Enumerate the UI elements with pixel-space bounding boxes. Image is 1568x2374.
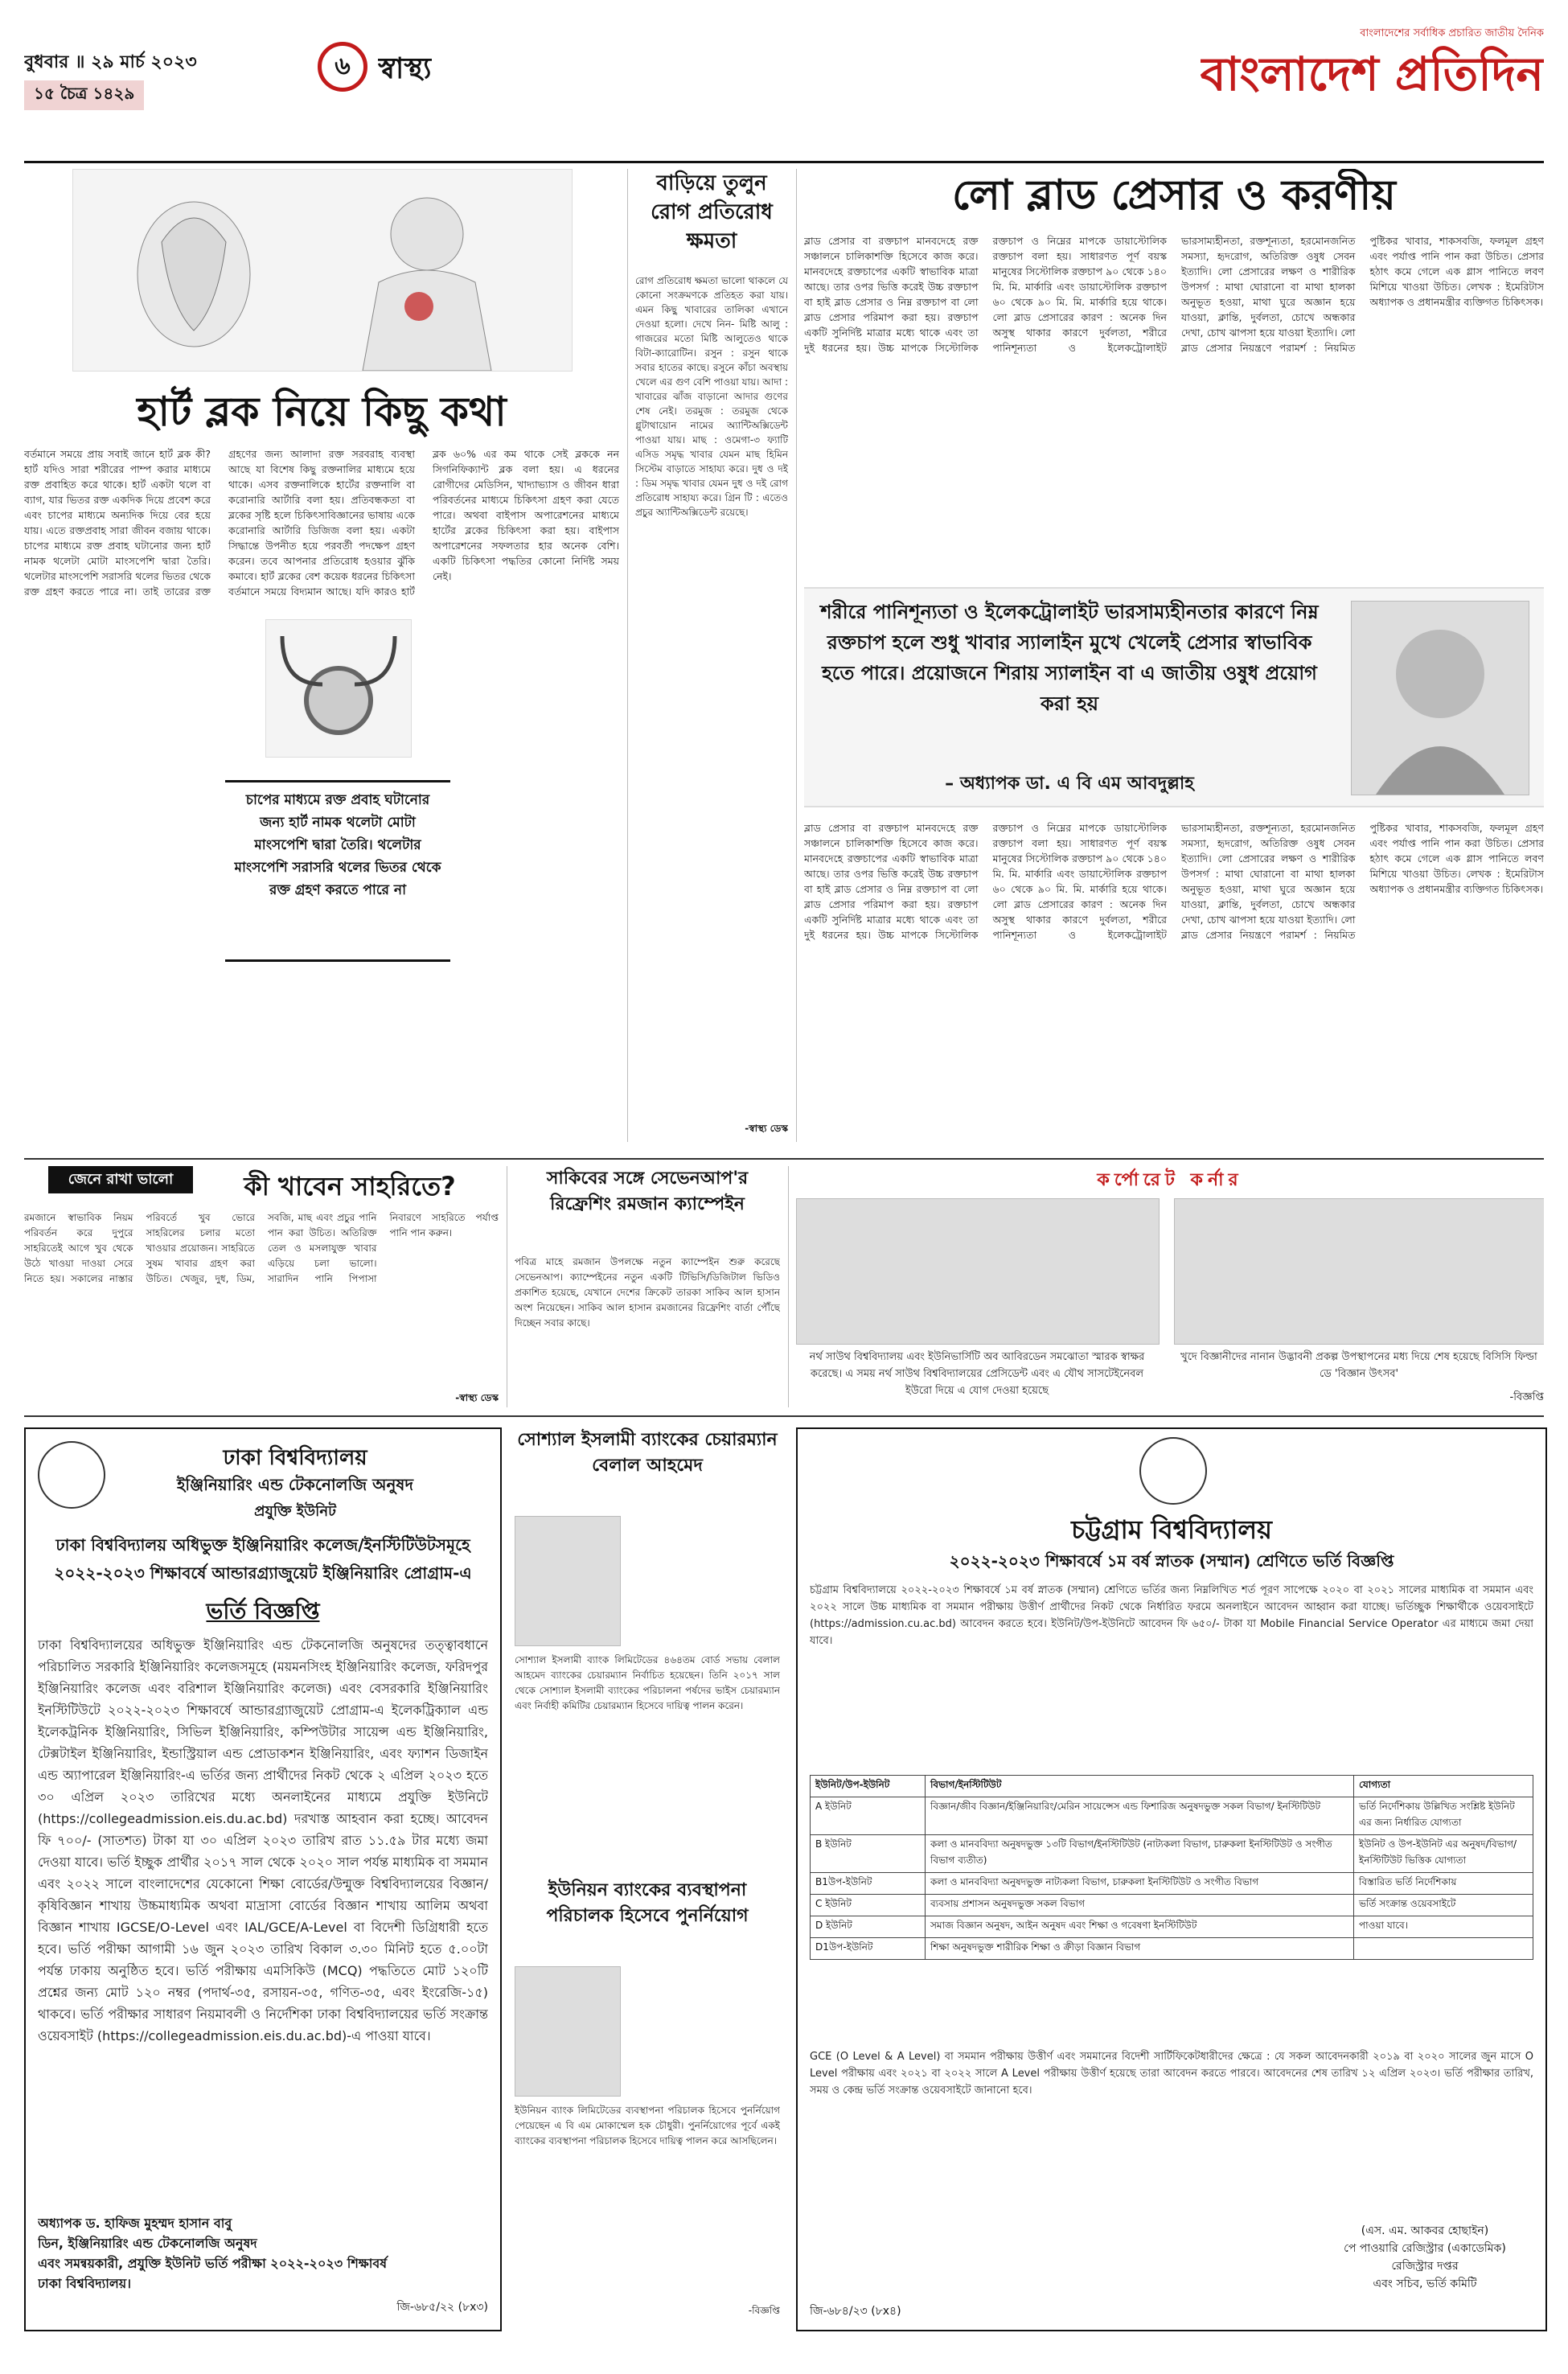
column-rule <box>627 169 628 1142</box>
section-divider <box>24 1415 1544 1417</box>
cu-signer-4: এবং সচিব, ভর্তি কমিটি <box>1373 2277 1477 2290</box>
bp-body-bottom: ব্লাড প্রেসার বা রক্তচাপ মানবদেহে রক্ত সঞ্চালনে চালিকাশক্তি হিসেবে কাজ করে। মানবদেহে রক্তচাপের একটি স্বাভাবিক মাত্রা আছে। তার ওপর ভিত্তি করেই উচ্চ রক্তচাপ বা হাই ব্লাড প্রেসার ও নিম্ন রক্তচাপ বা লো ব্লাড প্রেসার পরিমাপ করা হয়। রক্তচাপ একটি সুনির্দিষ্ট মাত্রার মধ্যে থাকে এবং তা দুই ধরনের হয়। উচ্চ মাপকে সিস্টোলিক রক্তচাপ ও নিম্নের মাপকে ডায়াস্টোলিক রক্তচাপ বলা হয়। সাধারণত পূর্ণ বয়স্ক মানুষের সিস্টোলিক রক্তচাপ ৯০ থেকে ১৪০ মি. মি. মার্কারি এবং ডায়াস্টোলিক রক্তচাপ ৬০ থেকে ৯০ মি. মি. মার্কারি হয়ে থাকে। লো ব্লাড প্রেসারের কারণ : অনেক দিন অসুস্থ থাকার কারণে দুর্বলতা, শরীরে পানিশূন্যতা ও ইলেকট্রোলাইট ভারসাম্যহীনতা, রক্তশূন্যতা, হরমোনজনিত সমস্যা, হৃদরোগ, অতিরিক্ত ওষুধ সেবন ইত্যাদি। লো প্রেসারের লক্ষণ ও শারীরিক উপসর্গ : মাথা ঘোরানো বা মাথা হালকা অনুভূত হওয়া, মাথা ঘুরে অজ্ঞান হয়ে যাওয়া, ক্লান্তি, দুর্বলতা, চোখে অন্ধকার দেখা, চোখ ঝাপসা হয়ে যাওয়া ইত্যাদি। লো ব্লাড প্রেসার নিয়ন্ত্রণে পরামর্শ : নিয়মিত পুষ্টিকর খাবার, শাকসবজি, ফলমূল গ্রহণ এবং পর্যাপ্ত পানি পান করা উচিত। প্রেসার হঠাৎ কমে গেলে এক গ্লাস পানিতে লবণ মিশিয়ে খাওয়া উচিত। লেখক : ইমেরিটাস অধ্যাপক ও প্রধানমন্ত্রীর ব্যক্তিগত চিকিৎসক। <box>804 822 1544 941</box>
du-admission-ad <box>24 1427 502 2331</box>
bank2-headline: ইউনিয়ন ব্যাংকের ব্যবস্থাপনা পরিচালক হিসেবে পুনর্নিয়োগ <box>546 1880 749 1926</box>
cu-signer-2: পে পাওয়ারি রেজিস্ট্রার (একাডেমিক) <box>1344 2242 1506 2255</box>
th-unit: ইউনিট/উপ-ইউনিট <box>811 1776 926 1797</box>
corporate-caption-2-byline: -বিজ্ঞপ্তি <box>1509 1391 1544 1403</box>
heart-illustration <box>72 169 573 372</box>
table-row <box>811 1916 1533 1938</box>
brand-tagline: বাংলাদেশের সর্বাধিক প্রচারিত জাতীয় দৈনিক <box>1360 27 1544 39</box>
ramadan-headline: সাকিবের সঙ্গে সেভেনআপ'র রিফ্রেশিং রমজান ক্যাম্পেইন <box>546 1169 749 1214</box>
bp-body-top: ব্লাড প্রেসার বা রক্তচাপ মানবদেহে রক্ত সঞ্চালনে চালিকাশক্তি হিসেবে কাজ করে। মানবদেহে রক্তচাপের একটি স্বাভাবিক মাত্রা আছে। তার ওপর ভিত্তি করেই উচ্চ রক্তচাপ বা হাই ব্লাড প্রেসার ও নিম্ন রক্তচাপ বা লো ব্লাড প্রেসার পরিমাপ করা হয়। রক্তচাপ একটি সুনির্দিষ্ট মাত্রার মধ্যে থাকে এবং তা দুই ধরনের হয়। উচ্চ মাপকে সিস্টোলিক রক্তচাপ ও নিম্নের মাপকে ডায়াস্টোলিক রক্তচাপ বলা হয়। সাধারণত পূর্ণ বয়স্ক মানুষের সিস্টোলিক রক্তচাপ ৯০ থেকে ১৪০ মি. মি. মার্কারি এবং ডায়াস্টোলিক রক্তচাপ ৬০ থেকে ৯০ মি. মি. মার্কারি হয়ে থাকে। লো ব্লাড প্রেসারের কারণ : অনেক দিন অসুস্থ থাকার কারণে দুর্বলতা, শরীরে পানিশূন্যতা ও ইলেকট্রোলাইট ভারসাম্যহীনতা, রক্তশূন্যতা, হরমোনজনিত সমস্যা, হৃদরোগ, অতিরিক্ত ওষুধ সেবন ইত্যাদি। লো প্রেসারের লক্ষণ ও শারীরিক উপসর্গ : মাথা ঘোরানো বা মাথা হালকা অনুভূত হওয়া, মাথা ঘুরে অজ্ঞান হয়ে যাওয়া, ক্লান্তি, দুর্বলতা, চোখে অন্ধকার দেখা, চোখ ঝাপসা হয়ে যাওয়া ইত্যাদি। লো ব্লাড প্রেসার নিয়ন্ত্রণে পরামর্শ : নিয়মিত পুষ্টিকর খাবার, শাকসবজি, ফলমূল গ্রহণ এবং পর্যাপ্ত পানি পান করা উচিত। প্রেসার হঠাৎ কমে গেলে এক গ্লাস পানিতে লবণ মিশিয়ে খাওয়া উচিত। লেখক : ইমেরিটাস অধ্যাপক ও প্রধানমন্ত্রীর ব্যক্তিগত চিকিৎসক। <box>804 235 1544 354</box>
ramadan-body: পবিত্র মাহে রমজান উপলক্ষে নতুন ক্যাম্পেইন শুরু করেছে সেভেনআপ। ক্যাম্পেইনের নতুন একটি টিভিসি/ডিজিটাল ভিডিও প্রকাশিত হয়েছে, যেখানে দেশের ক্রিকেট তারকা সাকিব আল হাসান অংশ নিয়েছেন। সাকিব আল হাসান রমজানের রিফ্রেশিং বার্তা পৌঁছে দিচ্ছেন সবার কাছে। <box>515 1256 780 1329</box>
know-headline: কী খাবেন সাহরিতে? <box>244 1171 456 1201</box>
du-univ: ঢাকা বিশ্ববিদ্যালয় <box>223 1446 367 1470</box>
corporate-caption-1: নর্থ সাউথ বিশ্ববিদ্যালয় এবং ইউনিভার্সিটি অব আবিরডেন সমঝোতা স্মারক স্বাক্ষর করেছে। এ সময় নর্থ সাউথ বিশ্ববিদ্যালয়ের প্রেসিডেন্ট এবং এ যৌথ সাসটেইনেবল ইউরো দিয়ে এ যোগ দেওয়া হয়েছে <box>809 1351 1145 1397</box>
cu-signer-3: রেজিস্ট্রার দপ্তর <box>1391 2260 1459 2273</box>
cu-univ: চট্টগ্রাম বিশ্ববিদ্যালয় <box>1071 1514 1272 1545</box>
du-signer-1: অধ্যাপক ড. হাফিজ মুহম্মদ হাসান বাবু <box>38 2216 232 2231</box>
corporate-caption-2: খুদে বিজ্ঞানীদের নানান উদ্ভাবনী প্রকল্প উপস্থাপনের মধ্য দিয়ে শেষ হয়েছে বিসিসি ফিল্ডা ডে 'বিজ্ঞান উৎসব' <box>1180 1351 1537 1380</box>
du-signer-4: ঢাকা বিশ্ববিদ্যালয়। <box>38 2276 131 2291</box>
know-body: রমজানে স্বাভাবিক নিয়ম পরিবর্তন করে দুপুরে সাহরিতেই আগে খুব থেকে উঠে খাওয়া দাওয়া সেরে নিতে হয়। সকালের নাস্তার পরিবর্তে খুব ভোরে সাহরিলের চলার মতো খাওয়ার প্রয়োজন। সাহরিতে সুষম খাবার গ্রহণ করা উচিত। খেজুর, দুধ, ডিম, সবজি, মাছ এবং প্রচুর পানি পান করা উচিত। অতিরিক্ত তেল ও মসলাযুক্ত খাবার এড়িয়ে চলা ভালো। সারাদিন পানি পিপাসা নিবারণে সাহরিতে পর্যাপ্ত পানি পান করুন। <box>24 1212 499 1284</box>
bank1-body: সোশ্যাল ইসলামী ব্যাংক লিমিটেডের ৪৬৪তম বোর্ড সভায় বেলাল আহমেদ ব্যাংকের চেয়ারম্যান নির্বাচিত হয়েছেন। তিনি ২০১৭ সাল থেকে সোশ্যাল ইসলামী ব্যাংকের পরিচালনা পর্ষদের ভাইস চেয়ারম্যান এবং নির্বাহী কমিটির চেয়ারম্যান হিসেবে দায়িত্ব পালন করেন। <box>515 1654 780 1711</box>
immunity-headline: বাড়িয়ে তুলুন রোগ প্রতিরোধ ক্ষমতা <box>651 171 773 253</box>
cu-intro: চট্টগ্রাম বিশ্ববিদ্যালয়ে ২০২২-২০২৩ শিক্ষাবর্ষে ১ম বর্ষ স্নাতক (সম্মান) শ্রেণিতে ভর্তির জন্য নিম্নলিখিত শর্ত পূরণ সাপেক্ষে ২০২০ বা ২০২১ সালের মাধ্যমিক বা সমমান এবং ২০২২ সালে উচ্চ মাধ্যমিক বা সমমান পরীক্ষায় উত্তীর্ণ প্রার্থীদের নিকট থেকে নির্ধারিত ফরমে অনলাইনে আবেদন আহ্বান করা যাচ্ছে। ভর্তিচ্ছুক শিক্ষার্থীকে ওয়েবসাইটে (https://admission.cu.ac.bd) আবেদন করতে হবে। ইউনিট/উপ-ইউনিটে আবেদন ফি ৬৫০/- টাকা যা Mobile Financial Service Operator এর মাধ্যমে জমা দেয়া যাবে। <box>810 1584 1533 1647</box>
bp-headline: লো ব্লাড প্রেসার ও করণীয় <box>952 171 1396 220</box>
table-row <box>811 1835 1533 1873</box>
cu-signer-1: (এস. এম. আকবর হোছাইন) <box>1361 2224 1489 2237</box>
row-unit: A ইউনিট <box>811 1797 926 1835</box>
corporate-label: কর্পোরেট কর্নার <box>1097 1170 1243 1190</box>
immunity-byline: -স্বাস্থ্য ডেস্ক <box>745 1123 788 1134</box>
corporate-corner <box>796 1166 1544 1407</box>
row-req: ভর্তি সংক্রান্ত ওয়েবসাইটে <box>1354 1895 1533 1916</box>
row-dept: শিক্ষা অনুষদভুক্ত শারীরিক শিক্ষা ও ক্রীড়া বিজ্ঞান বিভাগ <box>926 1938 1354 1960</box>
bank2-photo <box>515 1966 621 2097</box>
section-name: স্বাস্থ্য <box>378 52 432 85</box>
bank-news-column <box>515 1427 780 2328</box>
ramadan-news <box>515 1166 780 1407</box>
row-unit: C ইউনিট <box>811 1895 926 1916</box>
th-req: যোগ্যতা <box>1354 1776 1533 1797</box>
cu-footnote: GCE (O Level & A Level) বা সমমান পরীক্ষায় উত্তীর্ণ এবং সমমানের বিদেশী সার্টিফিকেটধারীদের ক্ষেত্রে : যে সকল আবেদনকারী ২০১৯ বা ২০২০ সালের জুন মাসে O Level পরীক্ষায় এবং ২০২১ বা ২০২২ সালে A Level পরীক্ষায় উত্তীর্ণ হয়েছে তারা আবেদন করতে পারবে। আবেদনের শেষ তারিখ ১২ এপ্রিল ২০২৩। ভর্তি পরীক্ষার তারিখ, সময় ও কেন্দ্র ভর্তি সংক্রান্ত ওয়েবসাইটে জানানো হবে। <box>810 2051 1533 2097</box>
table-header <box>811 1776 1533 1797</box>
row-unit: B1উপ-ইউনিট <box>811 1873 926 1895</box>
column-rule <box>796 169 797 1142</box>
stethoscope-image <box>265 619 412 758</box>
row-dept: কলা ও মানববিদ্যা অনুষদভুক্ত ১৩টি বিভাগ/ইনস্টিটিউট (নাট্যকলা বিভাগ, চারুকলা ইনস্টিটিউট ও সংগীত বিভাগ ব্যতীত) <box>926 1835 1354 1873</box>
immunity-article <box>635 169 788 1142</box>
row-req: ইউনিট ও উপ-ইউনিট এর অনুষদ/বিভাগ/ইনস্টিটিউট ভিত্তিক যোগ্যতা <box>1354 1835 1533 1873</box>
author-photo <box>1351 601 1529 795</box>
du-sub2: ২০২২-২০২৩ শিক্ষাবর্ষে আন্ডারগ্র্যাজুয়েট ইঞ্জিনিয়ারিং প্রোগ্রাম-এ <box>54 1563 472 1583</box>
row-req <box>1354 1938 1533 1960</box>
du-body: ঢাকা বিশ্ববিদ্যালয়ের অধিভুক্ত ইঞ্জিনিয়ারিং এন্ড টেকনোলজি অনুষদের তত্ত্বাবধানে পরিচালিত সরকারি ইঞ্জিনিয়ারিং কলেজসমূহে (ময়মনসিংহ ইঞ্জিনিয়ারিং কলেজ, ফরিদপুর ইঞ্জিনিয়ারিং কলেজ এবং বরিশাল ইঞ্জিনিয়ারিং কলেজ) এবং বেসরকারি ইঞ্জিনিয়ারিং ইনস্টিটিউটে ২০২২-২০২৩ শিক্ষাবর্ষে আন্ডারগ্র্যাজুয়েট প্রোগ্রাম-এ ইলেকট্রিক্যাল এন্ড ইলেকট্রনিক ইঞ্জিনিয়ারিং, সিভিল ইঞ্জিনিয়ারিং, কম্পিউটার সায়েন্স এন্ড ইঞ্জিনিয়ারিং, টেক্সটাইল ইঞ্জিনিয়ারিং, ইন্ডাস্ট্রিয়াল এন্ড প্রোডাকশন ইঞ্জিনিয়ারিং, এবং ফ্যাশন ডিজাইন এন্ড অ্যাপারেল ইঞ্জিনিয়ারিং-এ ভর্তির জন্য প্রার্থীদের নিকট থেকে ২ এপ্রিল ২০২৩ হতে ৩০ এপ্রিল ২০২৩ তারিখের মধ্যে অনলাইনের মাধ্যমে প্রযুক্তি ইউনিটে (https://collegeadmission.eis.du.ac.bd) দরখাস্ত আহবান করা হচ্ছে। আবেদন ফি ৭০০/- (সাতশত) টাকা যা ৩০ এপ্রিল ২০২৩ তারিখ রাত ১১.৫৯ টার মধ্যে জমা দেওয়া যাবে। ভর্তি ইচ্ছুক প্রার্থীর ২০১৭ সাল থেকে ২০২০ সাল পর্যন্ত মাধ্যমিক বা সমমান এবং ২০২২ সালে বাংলাদেশের যেকোনো শিক্ষা বোর্ডের/উন্মুক্ত বিশ্ববিদ্যালয়ের বিজ্ঞান/কৃষিবিজ্ঞান শাখায় উচ্চমাধ্যমিক অথবা মাদ্রাসা বোর্ডের বিজ্ঞান শাখায় আলিম অথবা বিজ্ঞান শাখায় IGCSE/O-Level এবং IAL/GCE/A-Level বা বিদেশী ডিগ্রিধারী হতে হবে। ভর্তি পরীক্ষা আগামী ১৬ জুন ২০২৩ তারিখ বিকাল ৩.৩০ মিনিট হতে ৫.০০টা পর্যন্ত ঢাকায় অনুষ্ঠিত হবে। ভর্তি পরীক্ষায় এমসিকিউ (MCQ) পদ্ধতিতে মোট ১২০টি প্রশ্নের জন্য মোট ১২০ নম্বর (পদার্থ-৩৫, রসায়ন-৩৫, গণিত-৩৫, এবং ইংরেজি-১৫) থাকবে। ভর্তি পরীক্ষার সাধারণ নিয়মাবলী ও নির্দেশিকা ঢাকা বিশ্ববিদ্যালয়ের ভর্তি সংক্রান্ত ওয়েবসাইট (https://collegeadmission.eis.du.ac.bd)-এ পাওয়া যাবে। <box>38 1637 488 2043</box>
heart-callout <box>225 780 450 962</box>
cu-admission-ad <box>796 1427 1547 2331</box>
row-unit: D ইউনিট <box>811 1916 926 1938</box>
bangla-date: ১৫ চৈত্র ১৪২৯ <box>24 80 144 110</box>
du-signer-3: এবং সমন্বয়কারী, প্রযুক্তি ইউনিট ভর্তি পরীক্ষা ২০২২-২০২৩ শিক্ষাবর্ষ <box>38 2256 388 2271</box>
row-dept: ব্যবসায় প্রশাসন অনুষদভুক্ত সকল বিভাগ <box>926 1895 1354 1916</box>
row-dept: সমাজ বিজ্ঞান অনুষদ, আইন অনুষদ এবং শিক্ষা ও গবেষণা ইনস্টিটিউট <box>926 1916 1354 1938</box>
brand-logo: বাংলাদেশ প্রতিদিন <box>1200 47 1544 101</box>
bp-quote: শরীরে পানিশূন্যতা ও ইলেকট্রোলাইট ভারসাম্যহীনতার কারণে নিম্ন রক্তচাপ হলে শুধু খাবার স্যালাইন মুখে খেলেই প্রেসার স্বাভাবিক হতে পারে। প্রয়োজনে শিরায় স্যালাইন বা এ জাতীয় ওষুধ প্রয়োগ করা হয় <box>820 601 1319 715</box>
heart-headline: হার্ট ব্লক নিয়ে কিছু কথা <box>137 388 507 435</box>
immunity-body: রোগ প্রতিরোধ ক্ষমতা ভালো থাকলে যে কোনো সংক্রমণকে প্রতিহত করা যায়। এমন কিছু খাবারের তালিকা এখানে দেওয়া হলো। দেখে নিন- মিষ্টি আলু : গাজরের মতো মিষ্টি আলুতেও থাকে বিটা-ক্যারোটিন। রসুন : রসুন থাকে সবার হাতের কাছে। রসুনে কাঁচা অবস্থায় খেলে এর গুণ বেশি পাওয়া যায়। আদা : খাবারের ঝাঁজ বাড়ানো আদার গুণের শেষ নেই। তরমুজ : তরমুজ থেকে গ্লুটাথায়োন নামের অ্যান্টিঅক্সিডেন্ট পাওয়া যায়। মাছ : ওমেগা-৩ ফ্যাটি এসিড সমৃদ্ধ খাবার যেমন মাছ হিমিন সিস্টেম বাড়াতে সাহায্য করে। দুধ ও দই : ডিম সমৃদ্ধ খাবার যেমন দুধ ও দই রোগ প্রতিরোধ সাহায্য করে। গ্রিন টি : এতেও প্রচুর অ্যান্টিঅক্সিডেন্ট রয়েছে। <box>635 275 788 518</box>
heart-body: বর্তমানে সময়ে প্রায় সবাই জানে হার্ট ব্লক কী? হার্ট যদিও সারা শরীরের পাম্প করার মাধ্যমে রক্ত প্রবাহিত করে থাকে। হার্ট একটা থলে বা ব্যাগ, যার ভিতর রক্ত একদিক দিয়ে প্রবেশ করে এবং চাপের মাধ্যমে অন্যদিক দিয়ে বের হয়ে যায়। এতে রক্তপ্রবাহ সারা জীবন বজায় থাকে। চাপের মাধ্যমে রক্ত প্রবাহ ঘটানোর জন্য হার্ট নামক থলেটা মোটা মাংসপেশি দ্বারা তৈরি। থলেটার মাংসপেশি সরাসরি থলের ভিতর থেকে রক্ত গ্রহণ করতে পারে না। তাই তারের রক্ত গ্রহণের জন্য আলাদা রক্ত সরবরাহ ব্যবস্থা আছে যা বিশেষ কিছু রক্তনালির মাধ্যমে হয়ে থাকে। এসব রক্তনালিকে হার্টের রক্তনালি বা করোনারি আর্টারি বলা হয়। প্রতিবন্ধকতা বা ব্লকের সৃষ্টি হলে চিকিৎসাবিজ্ঞানের ভাষায় একে করোনারি আর্টারি ডিজিজ বলা হয়। একটা সিদ্ধান্তে উপনীত হয়ে পরবর্তী পদক্ষেপ গ্রহণ করেন। তবে আপনার প্রতিরোধ হওয়ার ঝুঁকি কমাবে। হার্ট ব্লকের বেশ কয়েক ধরনের চিকিৎসা বর্তমানে সময়ে বিদ্যমান আছে। যদি কারও হার্ট ব্লক ৬০% এর কম থাকে সেই ব্লককে নন সিগনিফিক্যান্ট ব্লক বলা হয়। এ ধরনের রোগীদের মেডিসিন, খাদ্যাভ্যাস ও জীবন ধারা পরিবর্তনের মাধ্যমে চিকিৎসা গ্রহণ করা যেতে পারে। অথবা বাইপাস অপারেশনের মাধ্যমে হার্টের ব্লকের চিকিৎসা করা হয়। বাইপাস অপারেশনের সফলতার হার অনেক বেশি। একটি চিকিৎসা পদ্ধতির কোনো নির্দিষ্ট সময় নেই। <box>24 448 619 598</box>
cu-table <box>810 1775 1533 1960</box>
row-unit: D1উপ-ইউনিট <box>811 1938 926 1960</box>
th-dept: বিভাগ/ইনস্টিটিউট <box>926 1776 1354 1797</box>
corporate-photo-2 <box>1174 1198 1544 1345</box>
bank2-body: ইউনিয়ন ব্যাংক লিমিটেডের ব্যবস্থাপনা পরিচালক হিসেবে পুনর্নিয়োগ পেয়েছেন এ বি এম মোকাম্মেল হক চৌধুরী। পুনর্নিয়োগের পূর্বে একই ব্যাংকের ব্যবস্থাপনা পরিচালক হিসেবে দায়িত্ব পালন করে আসছিলেন। <box>515 2105 780 2146</box>
du-title: ভর্তি বিজ্ঞপ্তি <box>206 1598 320 1624</box>
cu-ad-code: জি-৬৮৪/২৩ (৮x৪) <box>810 2305 901 2318</box>
section-divider <box>24 1158 1544 1160</box>
page-number: ৬ <box>318 42 367 92</box>
cu-table-wrap <box>810 1775 1533 2040</box>
du-unit: প্রযুক্তি ইউনিট <box>254 1503 336 1520</box>
du-logo <box>38 1441 105 1509</box>
bank1-headline: সোশ্যাল ইসলামী ব্যাংকের চেয়ারম্যান বেলাল আহমেদ <box>517 1430 778 1476</box>
bank1-photo <box>515 1516 621 1646</box>
know-box <box>24 1166 499 1407</box>
heart-article <box>24 169 619 1158</box>
table-row <box>811 1797 1533 1835</box>
date-line: বুধবার ॥ ২৯ মার্চ ২০২৩ <box>24 52 197 72</box>
column-rule <box>788 1166 789 1407</box>
bp-article <box>804 169 1544 1142</box>
du-faculty: ইঞ্জিনিয়ারিং এন্ড টেকনোলজি অনুষদ <box>177 1475 413 1494</box>
du-sub1: ঢাকা বিশ্ববিদ্যালয় অধিভুক্ত ইঞ্জিনিয়ারিং কলেজ/ইনস্টিটিউটসমূহে <box>55 1535 470 1555</box>
table-row <box>811 1895 1533 1916</box>
know-label: জেনে রাখা ভালো <box>48 1166 193 1193</box>
row-unit: B ইউনিট <box>811 1835 926 1873</box>
row-dept: বিজ্ঞান/জীব বিজ্ঞান/ইঞ্জিনিয়ারিং/মেরিন সায়েন্সেস এন্ড ফিশারিজ অনুষদভুক্ত সকল বিভাগ/ ইনস্টিটিউট <box>926 1797 1354 1835</box>
du-ad-code: জি-৬৮৫/২২ (৮x৩) <box>396 2301 488 2314</box>
table-row <box>811 1938 1533 1960</box>
row-req: বিস্তারিত ভর্তি নির্দেশিকায় <box>1354 1873 1533 1895</box>
cu-logo <box>1139 1437 1207 1505</box>
cu-subtitle: ২০২২-২০২৩ শিক্ষাবর্ষে ১ম বর্ষ স্নাতক (সম্মান) শ্রেণিতে ভর্তি বিজ্ঞপ্তি <box>949 1551 1394 1571</box>
know-byline: -স্বাস্থ্য ডেস্ক <box>455 1392 499 1403</box>
row-req: পাওয়া যাবে। <box>1354 1916 1533 1938</box>
row-dept: কলা ও মানববিদ্যা অনুষদভুক্ত নাট্যকলা বিভাগ, চারুকলা ইনস্টিটিউট ও সংগীত বিভাগ <box>926 1873 1354 1895</box>
masthead <box>24 24 1544 163</box>
bank2-byline: -বিজ্ঞপ্তি <box>748 2305 780 2316</box>
table-row <box>811 1873 1533 1895</box>
du-signer-2: ডিন, ইঞ্জিনিয়ারিং এন্ড টেকনোলজি অনুষদ <box>38 2236 257 2251</box>
row-req: ভর্তি নির্দেশিকায় উল্লিখিত সংশ্লিষ্ট ইউনিট এর জন্য নির্ধারিত যোগ্যতা <box>1354 1797 1533 1835</box>
bp-quote-box <box>804 587 1544 807</box>
heart-callout-text: চাপের মাধ্যমে রক্ত প্রবাহ ঘটানোর জন্য হার্ট নামক থলেটা মোটা মাংসপেশি দ্বারা তৈরি। থলেটার মাংসপেশি সরাসরি থলের ভিতর থেকে রক্ত গ্রহণ করতে পারে না <box>234 792 441 898</box>
corporate-photo-1 <box>796 1198 1160 1345</box>
bp-quote-author: – অধ্যাপক ডা. এ বি এম আবদুল্লাহ <box>945 774 1194 794</box>
